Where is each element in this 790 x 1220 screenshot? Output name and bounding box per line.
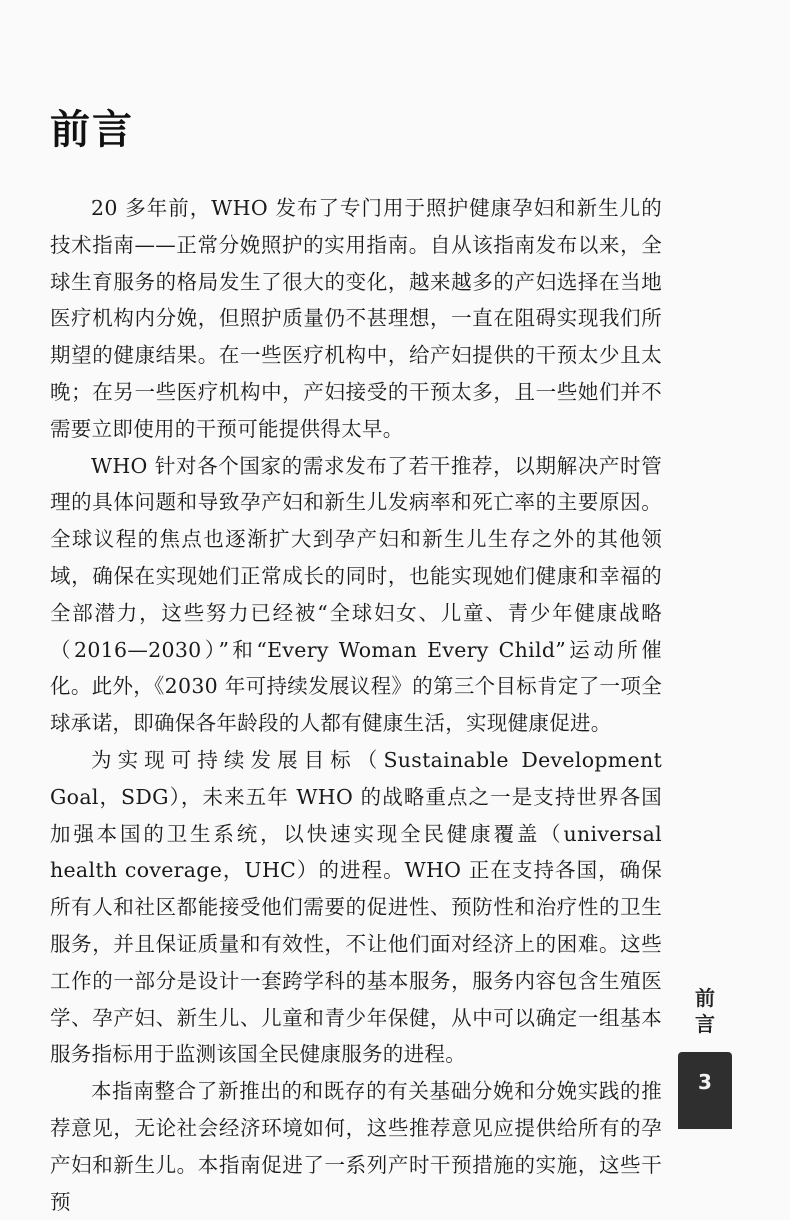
body-text — [50, 190, 662, 1220]
page-title: 前言 — [50, 107, 134, 153]
page-number: 3 — [698, 1070, 712, 1094]
paragraph-4: 本指南整合了新推出的和既存的有关基础分娩和分娩实践的推荐意见，无论社会经济环境如何，这些推荐意见应提供给所有的孕产妇和新生儿。本指南促进了一系列产时干预措施的实施，这些干预 — [50, 1079, 662, 1214]
paragraph-3: 为实现可持续发展目标（Sustainable Development Goal，SDG），未来五年 WHO 的战略重点之一是支持世界各国加强本国的卫生系统，以快速实现全民健康覆盖（universal health coverage，UHC）的进程。WHO 正在支持各国，确保所有人和社区都能接受他们需要的促进性、预防性和治疗性的卫生服务，并且保证质量和有效性，不让他们面对经济上的困难。这些工作的一部分是设计一套跨学科的基本服务，服务内容包含生殖医学、孕产妇、新生儿、儿童和青少年保健，从中可以确定一组基本服务指标用于监测该国全民健康服务的进程。 — [50, 747, 662, 1067]
section-side-tab: 前言 — [695, 986, 715, 1036]
page-number-tab — [678, 1052, 732, 1129]
paragraph-1: 20 多年前，WHO 发布了专门用于照护健康孕妇和新生儿的技术指南——正常分娩照护的实用指南。自从该指南发布以来，全球生育服务的格局发生了很大的变化，越来越多的产妇选择在当地医疗机构内分娩，但照护质量仍不甚理想，一直在阻碍实现我们所期望的健康结果。在一些医疗机构中，给产妇提供的干预太少且太晚；在另一些医疗机构中，产妇接受的干预太多，且一些她们并不需要立即使用的干预可能提供得太早。 — [50, 196, 662, 441]
paragraph-2: WHO 针对各个国家的需求发布了若干推荐，以期解决产时管理的具体问题和导致孕产妇和新生儿发病率和死亡率的主要原因。全球议程的焦点也逐渐扩大到孕产妇和新生儿生存之外的其他领域，确保在实现她们正常成长的同时，也能实现她们健康和幸福的全部潜力，这些努力已经被“全球妇女、儿童、青少年健康战略（2016—2030）”和“Every Woman Every Child”运动所催化。此外，《2030 年可持续发展议程》的第三个目标肯定了一项全球承诺，即确保各年龄段的人都有健康生活，实现健康促进。 — [50, 453, 662, 736]
